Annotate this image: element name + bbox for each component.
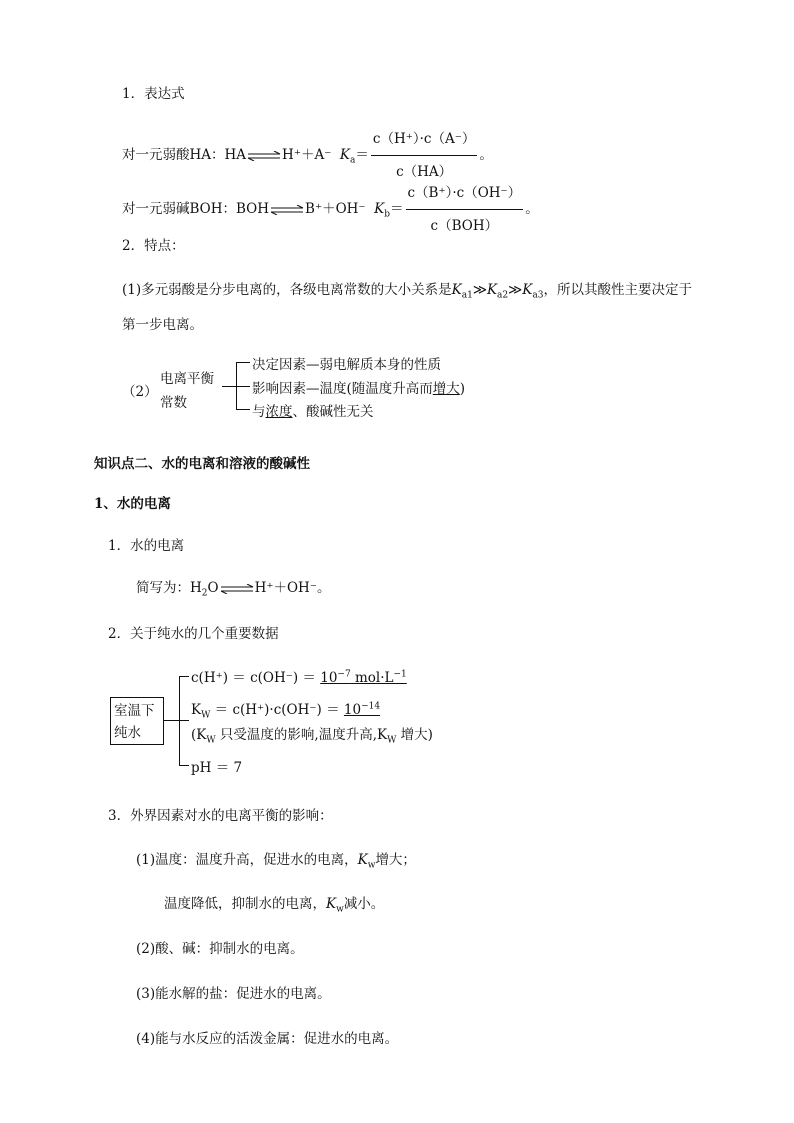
data-line-1-unit: mol·L: [350, 670, 394, 686]
short-products: H⁺＋OH⁻。: [254, 580, 331, 596]
kw-symbol: K: [191, 702, 202, 718]
data-line-3-text: 只受温度的影响,温度升高,K: [215, 727, 388, 743]
kw-subscript: W: [201, 710, 211, 721]
acid-products: H⁺＋A⁻: [282, 147, 332, 163]
kw-subscript: W: [206, 735, 216, 746]
ka2-subscript: a2: [497, 290, 509, 301]
acid-prefix: 对一元弱酸HA：HA: [122, 147, 247, 163]
equilibrium-arrow-icon: [270, 205, 304, 215]
oxygen-symbol: O: [207, 580, 219, 596]
factor-3-line: (3)能水解的盐：促进水的电离。: [136, 986, 331, 1002]
factor-1c-text-a: 温度降低，抑制水的电离，: [164, 896, 326, 912]
ka3-subscript: a3: [532, 290, 544, 301]
short-prefix: 简写为：H: [136, 580, 202, 596]
factor-1c-text-b: 减小。: [343, 896, 385, 912]
brace-label-line1: 电离平衡: [160, 371, 214, 387]
factor-1-text-a: (1)温度：温度升高，促进水的电离，: [136, 852, 358, 868]
data-line-1-text: c(H⁺) ＝ c(OH⁻) ＝: [191, 670, 316, 686]
ka-denominator: c（HA）: [396, 164, 453, 180]
box-label-line2: 纯水: [114, 725, 141, 741]
period: 。: [479, 147, 493, 163]
factor-1-continuation: [164, 892, 384, 915]
data-line-2-base: 10: [343, 702, 362, 718]
data-line-3-close: 增大): [396, 727, 433, 743]
data-line-2-exponent: −14: [361, 701, 381, 712]
data-line-4: pH ＝ 7: [191, 760, 243, 776]
much-greater-sign: ≫: [508, 282, 523, 298]
brace-item-2-close: ): [459, 381, 466, 397]
kb-denominator: c（BOH）: [430, 218, 499, 234]
base-products: B⁺＋OH⁻: [305, 201, 366, 217]
brace-tick-bottom: [236, 409, 250, 410]
subsection-title: 1、水的电离: [94, 496, 171, 512]
ka3-symbol: K: [522, 282, 533, 298]
factor-4-line: (4)能与水反应的活泼金属：促进水的电离。: [136, 1031, 399, 1047]
factor-1-text-b: 增大；: [375, 852, 416, 868]
brace-tick-mid: [236, 386, 250, 387]
heading-external-factors: 3．外界因素对水的电离平衡的影响：: [108, 808, 333, 824]
data-line-1-base: 10: [320, 670, 338, 686]
kw-symbol: K: [357, 852, 368, 868]
equilibrium-arrow-icon: [220, 584, 254, 594]
section-title: 知识点二、水的电离和溶液的酸碱性: [94, 456, 310, 472]
data-brace-tick-3: [179, 765, 189, 766]
feature-1-text-b: ，所以其酸性主要决定于: [543, 282, 692, 298]
data-line-1-exponent: −7: [337, 669, 351, 680]
h2o-subscript: 2: [201, 588, 208, 599]
data-line-3-open: (K: [191, 727, 207, 743]
data-line-1-unit-exponent: −1: [393, 669, 407, 680]
heading-water-ionization: 1．水的电离: [108, 538, 185, 554]
ka-numerator: c（H⁺）·c（A⁻）: [371, 124, 477, 156]
kb-fraction: [406, 178, 524, 241]
brace-item-1: 决定因素—弱电解质本身的性质: [252, 357, 441, 373]
data-brace-stem: [163, 720, 179, 721]
brace-item-2-underlined: 增大: [432, 381, 460, 397]
brace-stem: [222, 386, 236, 387]
brace-item-2: [252, 377, 465, 397]
equilibrium-arrow-icon: [247, 151, 281, 161]
data-line-2: [191, 698, 380, 721]
kb-numerator: c（B⁺）·c（OH⁻）: [406, 178, 524, 210]
equals-sign: ＝: [355, 147, 369, 163]
factor-1-line: [136, 848, 416, 871]
brace-item-3-text-b: 、酸碱性无关: [292, 404, 374, 420]
heading-pure-water-data: 2．关于纯水的几个重要数据: [108, 626, 279, 642]
feature-1-continuation: 第一步电离。: [122, 317, 203, 333]
box-label-line1: 室温下: [114, 703, 155, 719]
base-prefix: 对一元弱碱BOH：BOH: [122, 201, 270, 217]
period: 。: [525, 201, 539, 217]
brace-item-3-text-a: 与: [252, 404, 266, 420]
kb-symbol: K: [374, 201, 385, 217]
feature-1-line: [122, 278, 692, 301]
data-brace-tick-2: [179, 720, 189, 721]
brace-label-line2: 常数: [160, 395, 187, 411]
equals-sign: ＝: [390, 201, 404, 217]
data-line-3: [191, 723, 433, 746]
ka1-subscript: a1: [461, 290, 473, 301]
brace-item-3-underlined: 浓度: [265, 404, 293, 420]
kw-symbol: K: [326, 896, 337, 912]
ka-symbol: K: [339, 147, 351, 163]
feature-2-number: （2）: [122, 384, 158, 400]
data-line-2-value: [344, 702, 380, 718]
data-line-1: [191, 666, 407, 686]
heading-features: 2．特点：: [122, 238, 185, 254]
brace-tick-top: [236, 362, 250, 363]
feature-1-text-a: (1)多元弱酸是分步电离的，各级电离常数的大小关系是: [122, 282, 452, 298]
much-greater-sign: ≫: [472, 282, 487, 298]
ka2-symbol: K: [486, 282, 498, 298]
short-formula-line: [136, 576, 330, 599]
ka1-symbol: K: [451, 282, 462, 298]
kw-subscript: W: [387, 735, 397, 746]
ka-subscript: a: [350, 155, 356, 166]
base-formula-line: [122, 178, 539, 241]
brace-item-3: [252, 400, 374, 420]
kw-subscript: w: [367, 860, 376, 871]
data-line-1-value: [320, 670, 407, 686]
data-brace-tick-1: [179, 676, 189, 677]
data-line-2-text: ＝ c(H⁺)·c(OH⁻) ＝: [210, 702, 340, 718]
factor-2-line: (2)酸、碱：抑制水的电离。: [136, 941, 304, 957]
data-brace-spine: [179, 676, 180, 766]
brace-item-2-text: 影响因素—温度(随温度升高而: [252, 381, 433, 397]
heading-expression: 1．表达式: [122, 86, 185, 102]
kw-subscript: w: [336, 904, 344, 915]
kb-subscript: b: [384, 209, 390, 220]
